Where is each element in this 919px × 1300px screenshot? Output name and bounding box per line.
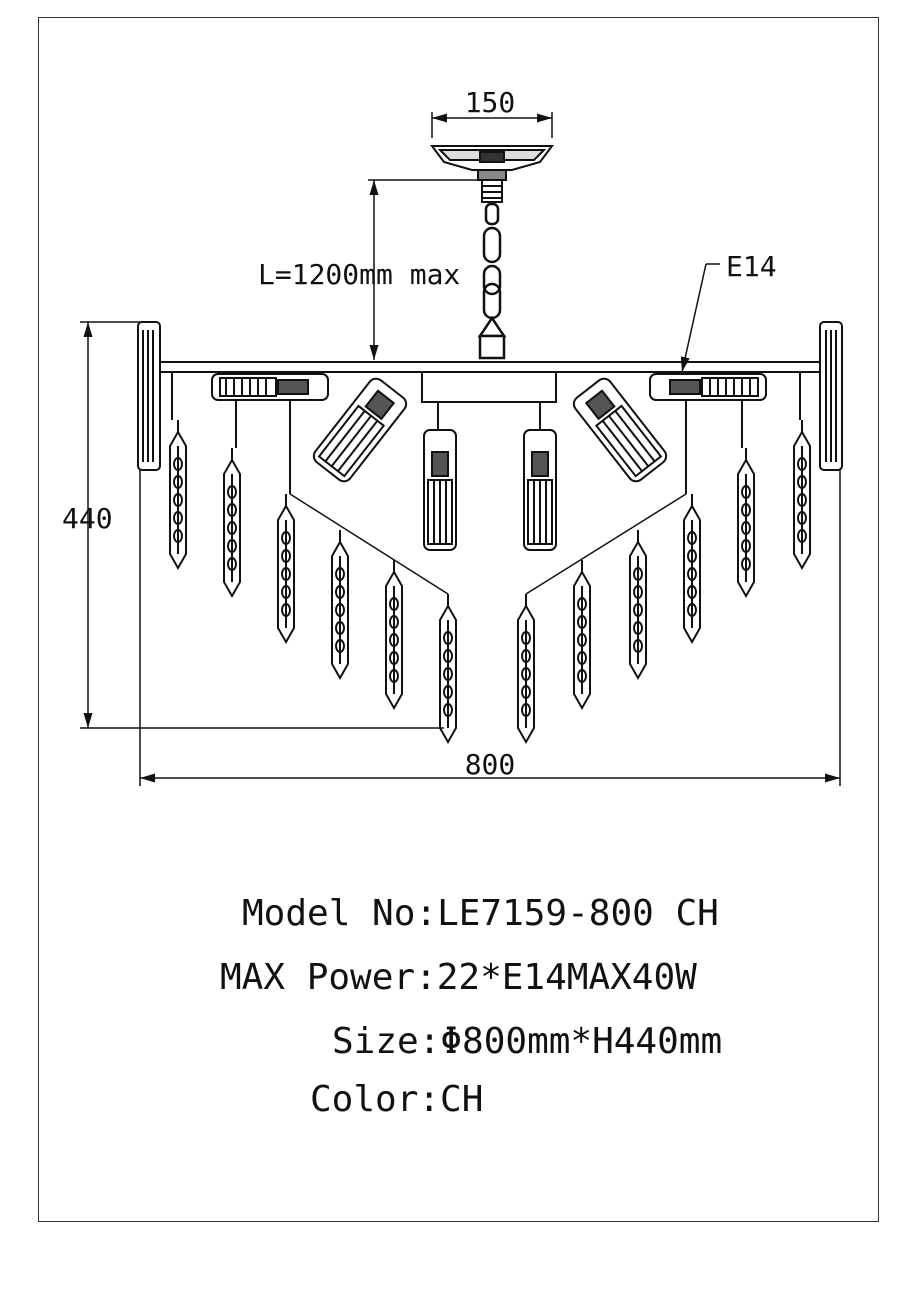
size-spec: Size:Φ800mm*H440mm — [332, 1021, 723, 1062]
chain-length-label: L=1200mm max — [258, 258, 461, 291]
socket-leader — [682, 264, 720, 372]
bulb-horizontal-left — [212, 374, 328, 400]
chain — [480, 204, 504, 358]
crystal-wires — [290, 494, 686, 594]
end-cap-right — [820, 322, 842, 470]
model-number: Model No:LE7159-800 CH — [242, 893, 719, 934]
color-spec: Color:CH — [310, 1079, 484, 1120]
width-label: 800 — [464, 748, 516, 781]
bulb-horizontal-right — [650, 374, 766, 400]
canopy — [432, 146, 552, 202]
bulb-vertical-left — [424, 430, 456, 550]
width-dimension — [140, 470, 840, 786]
height-label: 440 — [62, 502, 113, 535]
socket-label: E14 — [726, 250, 777, 283]
crystal-drops — [170, 420, 810, 742]
bulb-vertical-right — [524, 430, 556, 550]
canopy-width-label: 150 — [464, 86, 516, 119]
max-power: MAX Power:22*E14MAX40W — [220, 957, 697, 998]
end-cap-left — [138, 322, 160, 470]
